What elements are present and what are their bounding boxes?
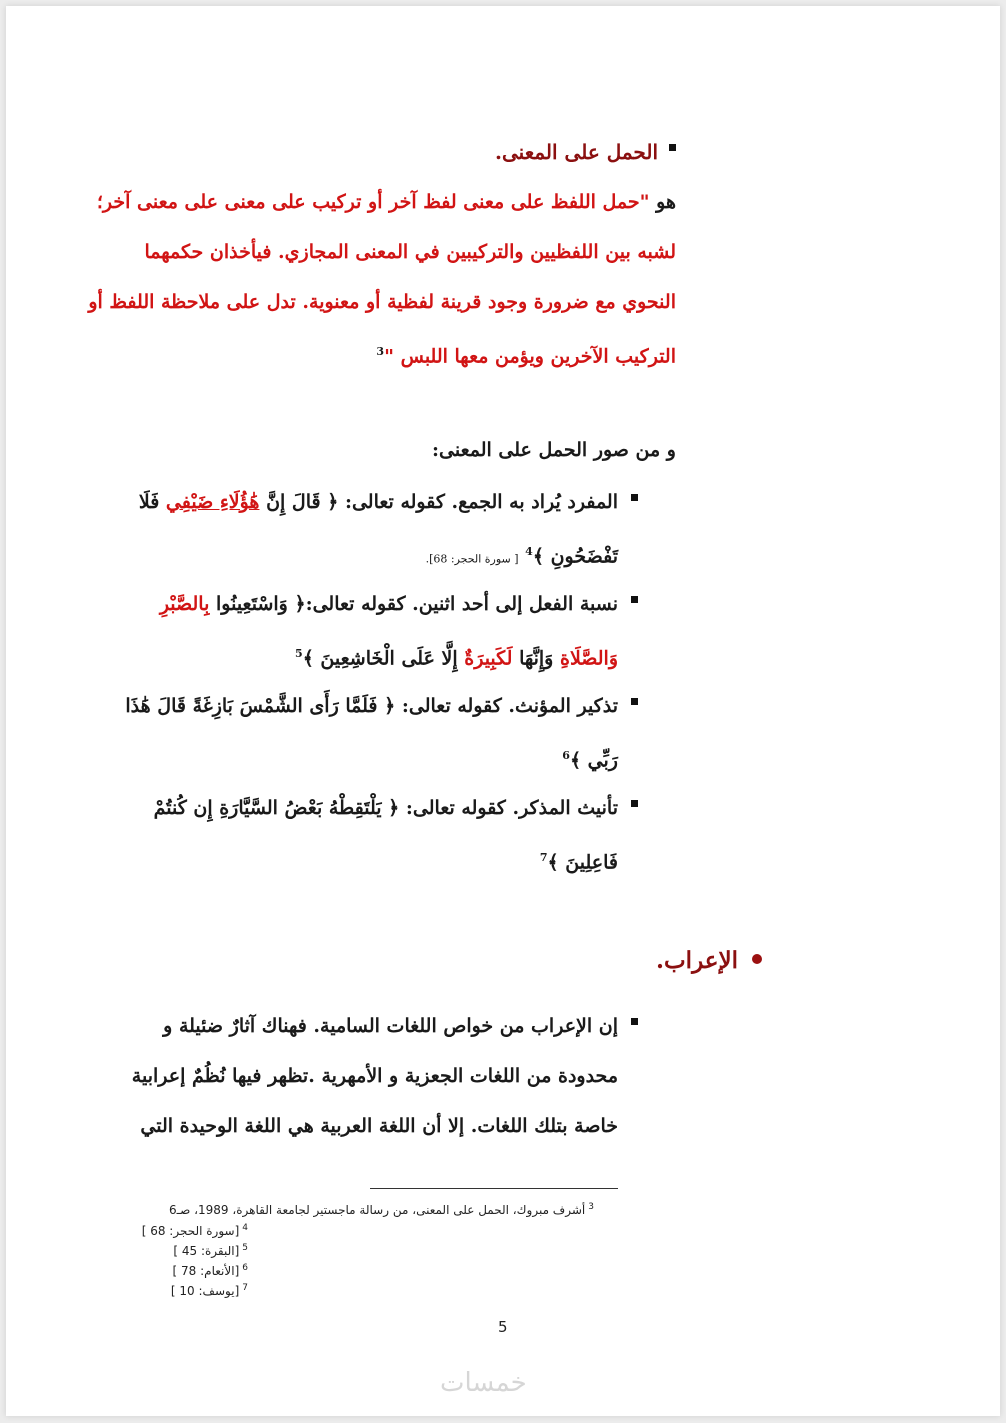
definition-line-1 [97,188,676,216]
square-bullet-icon [669,144,676,151]
example-2-red-word: بِالصَّبْرِ [159,593,210,615]
section-heading-haml: الحمل على المعنى. [495,140,658,164]
example-4-line-2 [540,844,618,876]
square-bullet-icon [631,1018,638,1025]
example-1-lead: المفرد يُراد به الجمع. كقوله تعالى: ﴿ قَالَ إِنَّ [259,491,618,513]
definition-prefix: هو [649,191,676,213]
example-3-line-2 [562,742,618,774]
footnote-5: $^5$[البقرة: 45 ] [173,1243,248,1258]
example-1-line-1 [139,488,618,516]
definition-text: "حمل اللفظ على معنى لفظ آخر أو تركيب على معنى على معنى آخر؛ [96,191,650,213]
example-4-line-1: تأنيث المذكر. كقوله تعالى: ﴿ يَلْتَقِطْهُ بَعْضُ السَّيَّارَةِ إِن كُنتُمْ [153,797,618,819]
footnote-ref-5: 5 [295,647,303,660]
footnote-6: $^6$[الأنعام: 78 ] [172,1263,248,1278]
example-2-mid: وَإِنَّهَا [512,647,560,670]
footnote-3: $^3$أشرف مبروك، الحمل على المعنى، من رسالة ماجستير لجامعة القاهرة، 1989، صـ6 [168,1202,594,1217]
round-bullet-icon [752,954,762,964]
document-page [6,6,1000,1416]
example-4-verse-end: فَاعِلِينَ ﴾ [547,851,618,874]
definition-text-end: التركيب الآخرين ويؤمن معها اللبس " [384,345,676,368]
section-heading-irab: الإعراب. [656,947,738,974]
square-bullet-icon [631,494,638,501]
definition-line-2: لشبه بين اللفظيين والتركيبين في المعنى المجازي. فيأخذان حكمهما [144,241,676,263]
example-1-source: [ سورة الحجر: 68]. [425,552,519,566]
square-bullet-icon [631,800,638,807]
forms-intro: و من صور الحمل على المعنى: [432,439,676,461]
footnote-ref-3: 3 [376,345,385,358]
square-bullet-icon [631,596,638,603]
footnote-ref-6: 6 [562,749,570,762]
example-3-line-1: تذكير المؤنث. كقوله تعالى: ﴿ فَلَمَّا رَأَى الشَّمْسَ بَازِغَةً قَالَ هَٰذَا [125,695,618,717]
footnote-ref-7: 7 [539,851,548,864]
example-2-tail: إِلَّا عَلَى الْخَاشِعِينَ ﴾ [302,647,465,670]
example-2-line-2 [295,640,618,672]
footnote-ref-4: 4 [525,545,533,558]
example-1-highlight: هَٰؤُلَاءِ ضَيْفِي [165,491,260,513]
irab-line-2: محدودة من اللغات الجعزية و الأمهرية .تظهر فيها نُظُمٌ إعرابية [131,1065,618,1087]
square-bullet-icon [631,698,638,705]
example-1-tail: فَلَا [138,491,166,513]
footnote-7: $^7$[يوسف: 10 ] [170,1283,248,1298]
irab-line-3: خاصة بتلك اللغات. إلا أن اللغة العربية هي اللغة الوحيدة التي [140,1115,618,1137]
example-3-verse-end: رَبِّي ﴾ [569,749,618,772]
watermark-logo: خمسات [440,1368,527,1398]
example-1-line-2 [426,538,618,573]
irab-line-1: إن الإعراب من خواص اللغات السامية. فهناك آثارٌ ضئيلة و [163,1015,618,1037]
example-2-lead: نسبة الفعل إلى أحد اثنين. كقوله تعالى:﴿ وَاسْتَعِينُوا [209,593,618,615]
page-number: 5 [498,1318,508,1336]
example-2-line-1 [160,590,618,618]
example-1-verse-end: تَفْضَحُونِ ﴾ [532,545,618,568]
definition-line-4 [376,338,676,370]
example-2-red-salat: وَالصَّلَاةِ [559,647,618,670]
footnote-divider [370,1188,618,1189]
definition-line-3: النحوي مع ضرورة وجود قرينة لفظية أو معنوية. تدل على ملاحظة اللفظ أو [88,291,676,313]
footnote-4: $^4$[سورة الحجر: 68 ] [141,1223,248,1238]
example-2-red-kabira: لَكَبِيرَةٌ [464,647,513,670]
